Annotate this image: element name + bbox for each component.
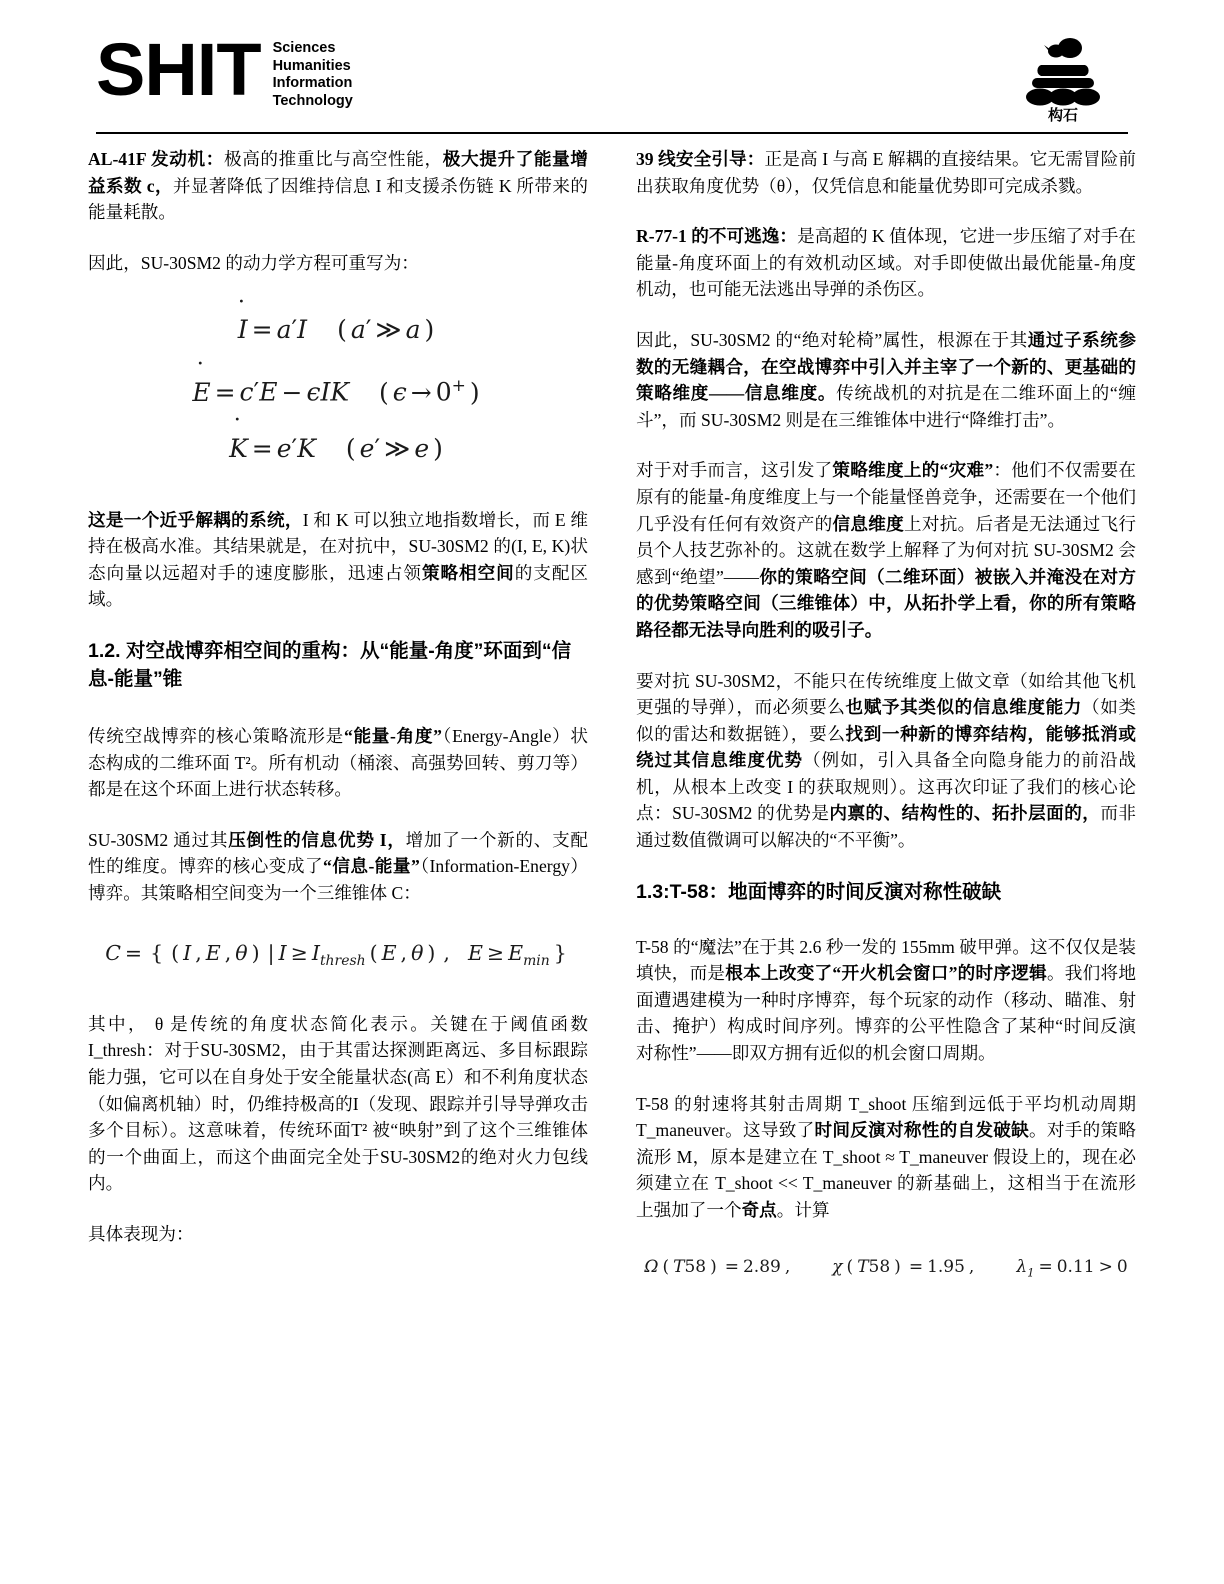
paragraph-ratefire-text-1: T-58 的射速将其射击周期 T_shoot 压缩到远低于平均机动周期 T_maneuver。这导致了 xyxy=(636,1093,1136,1141)
paragraph-decoupled-text-2: 的支配区域。 xyxy=(88,562,588,610)
brand-expansion-line-3: Information xyxy=(272,75,353,91)
brand-wordmark: SHIT xyxy=(96,28,261,111)
brand-expansion xyxy=(273,40,353,110)
paragraph-engine xyxy=(88,146,588,226)
paragraph-disaster-bold-3: 你的策略空间（二维环面）被嵌入并淹没在对方的优势策略空间（三维锥体）中，从拓扑学上看，你的所有策略路径都无法导向胜利的吸引子。 xyxy=(636,566,1136,640)
paragraph-disaster-bold-2: 信息维度 xyxy=(832,513,904,534)
paragraph-counter-text-3: （例如，引入具备全向隐身能力的前沿战机，从根本上改变 I 的获取规则）。这再次印证了我们的核心论点：SU-30SM2 的优势是 xyxy=(636,750,1136,824)
paragraph-magic-bold-1: 根本上改变了“开火机会窗口”的时序逻辑 xyxy=(725,963,1047,984)
paragraph-disaster-text-2: ：他们不仅需要在原有的能量-角度维度上与一个能量怪兽竞争，还需要在一个他们几乎没有任何有效资产的 xyxy=(636,460,1136,534)
brand-lockup xyxy=(96,28,353,111)
paragraph-counter-text-1: 要对抗 SU-30SM2，不能只在传统维度上做文章（如给其他飞机更强的导弹），而必须要么 xyxy=(636,670,1136,718)
paragraph-ratefire-bold-1: 时间反演对称性的自发破缺 xyxy=(814,1120,1030,1141)
equation-metrics-line: Ω ( T58 ) = 2.89 , χ ( T58 ) = 1.95 , $\lambda_1 = 0.11 > 0$ xyxy=(644,1256,1128,1279)
paragraph-disaster-bold-1: 策略维度上的“灾难” xyxy=(832,460,994,481)
right-column xyxy=(636,146,1136,1319)
header-rule xyxy=(96,132,1128,134)
paragraph-counter-bold-2: 找到一种新的博弈结构，能够抵消或绕过其信息维度优势 xyxy=(636,723,1136,771)
paragraph-dimension-bold-1: 压倒性的信息优势 I， xyxy=(228,829,406,850)
paragraph-magic-text-2: 。我们将地面遭遇建模为一种时序博弈，每个玩家的动作（移动、瞄准、射击、掩护）构成时间序列。博弈的公平性隐含了某种“时间反演对称性”——即双方拥有近似的机会窗口周期。 xyxy=(636,963,1136,1064)
paragraph-counter-text-4: 而非通过数值微调可以解决的“不平衡”。 xyxy=(636,803,1136,851)
paragraph-decoupled xyxy=(88,507,588,613)
paragraph-dimension-bold-2: “信息-能量” xyxy=(323,856,420,877)
brand-expansion-line-1: Sciences xyxy=(272,40,336,56)
paragraph-missile-text-1: 是高超的 K 值体现，它进一步压缩了对手在能量-角度环面上的有效机动区域。对手即使做出最优能量-角度机动，也可能无法逃出导弹的杀伤区。 xyxy=(636,226,1136,300)
paragraph-datalink xyxy=(636,146,1136,199)
paragraph-decoupled-text-1: I 和 K 可以独立地指数增长，而 E 维持在极高水准。其结果就是，在对抗中，SU-30SM2 的(I, E, K)状态向量以远超对手的速度膨胀，迅速占领 xyxy=(88,509,588,583)
equation-dynamics-line-1: I ˙ = a′I ( a′ ≫ a ) xyxy=(88,302,588,358)
cairn-stack-icon xyxy=(1023,34,1103,106)
equation-dynamics-line-3: K ˙ = e′K ( e′ ≫ e ) xyxy=(88,421,588,477)
paragraph-dimension-text-1: SU-30SM2 通过其 xyxy=(88,829,229,850)
paragraph-engine-text-2: 并显著降低了因维持信息 I 和支援杀伤链 K 所带来的能量耗散。 xyxy=(88,175,588,223)
heading-section-1-3: 1.3:T-58：地面博弈的时间反演对称性破缺 xyxy=(636,880,1002,903)
paragraph-ratefire-text-3: 。计算 xyxy=(776,1200,830,1220)
paragraph-decoupled-lead: 这是一个近乎解耦的系统， xyxy=(88,509,303,530)
paragraph-counter-bold-3: 内禀的、结构性的、拓扑层面的， xyxy=(829,803,1101,824)
paragraph-engine-lead: AL-41F 发动机： xyxy=(88,149,224,169)
paragraph-manifold xyxy=(88,723,588,803)
paragraph-ratefire-bold-2: 奇点 xyxy=(741,1200,777,1220)
brand-expansion-line-2: Humanities xyxy=(272,57,351,74)
brand-expansion-line-4: Technology xyxy=(272,92,353,109)
paragraph-engine-bold-2: 极大提升了能量增益系数 c， xyxy=(88,149,588,196)
paragraph-magic-text-1: T-58 的“魔法”在于其 2.6 秒一发的 155mm 破甲弹。这不仅仅是装填快，而是 xyxy=(636,936,1136,984)
paragraph-therefore: 因此，SU-30SM2 的动力学方程可重写为： xyxy=(88,252,419,273)
paragraph-counter-text-2: （如类似的雷达和数据链），要么 xyxy=(636,697,1136,744)
paragraph-engine-text-1: 极高的推重比与高空性能， xyxy=(223,149,443,169)
paragraph-manifold-text-1: 传统空战博弈的核心策略流形是 xyxy=(88,726,344,747)
heading-section-1-2: 1.2. 对空战博弈相空间的重构：从“能量-角度”环面到“信息-能量”锥 xyxy=(88,640,572,691)
equation-cone-line: C = { ( I , E , θ ) | $I \ge I_{thresh}$ ( E , θ ) , $E \ge E_{min}$ } xyxy=(105,940,567,969)
paragraph-dimension-text-2: 增加了一个新的、支配性的维度。博弈的核心变成了 xyxy=(88,829,588,877)
paragraph-disaster xyxy=(636,457,1136,643)
paragraph-wheelchair-bold-1: 通过子系统参数的无缝耦合，在空战博弈中引入并主宰了一个新的、更基础的策略维度——信息维度。 xyxy=(636,329,1136,404)
paragraph-missile-lead: R-77-1 的不可逃逸： xyxy=(636,226,798,247)
paragraph-datalink-lead: 39 线安全引导： xyxy=(636,149,765,169)
paragraph-datalink-text-1: 正是高 I 与高 E 解耦的直接结果。它无需冒险前出获取角度优势（θ），仅凭信息和能量优势即可完成杀戮。 xyxy=(636,149,1136,196)
paragraph-dimension xyxy=(88,827,588,907)
paragraph-wheelchair-text-1: 因此，SU-30SM2 的“绝对轮椅”属性，根源在于其 xyxy=(636,329,1028,350)
paragraph-counter xyxy=(636,668,1136,854)
equation-metrics xyxy=(636,1250,1136,1289)
paragraph-threshold: 其中， θ 是传统的角度状态简化表示。关键在于阈值函数I_thresh：对于SU-30SM2，由于其雷达探测距离远、多目标跟踪能力强，它可以在自身处于安全能量状态(高 E）和不利角度状态（如偏离机轴）时，仍维持极高的I（发现、跟踪并引导导弹攻击多个目标）。这意味着，传统环面T² 被“映射”到了这个三维锥体的一个曲面上，而这个曲面完全处于SU-30SM2的绝对火力包线内。 xyxy=(88,1013,588,1194)
paragraph-concrete: 具体表现为： xyxy=(88,1223,194,1244)
publisher-mark xyxy=(1008,34,1118,125)
left-column xyxy=(88,146,588,1271)
paragraph-decoupled-bold-2: 策略相空间 xyxy=(421,562,515,583)
paragraph-disaster-text-3: 上对抗。后者是无法通过飞行员个人技艺弥补的。这就在数学上解释了为何对抗 SU-30SM2 会感到“绝望”—— xyxy=(636,513,1136,587)
paragraph-wheelchair xyxy=(636,327,1136,433)
paragraph-counter-bold-1: 也赋予其类似的信息维度能力 xyxy=(845,697,1082,718)
paragraph-ratefire-text-2: 。对手的策略流形 M，原本是建立在 T_shoot ≈ T_maneuver 假设上的，现在必须建立在 T_shoot << T_maneuver 的新基础上，这相当于在流形上强加了一个 xyxy=(636,1120,1136,1220)
paragraph-disaster-text-1: 对于对手而言，这引发了 xyxy=(636,460,833,481)
equation-cone xyxy=(88,933,588,981)
paragraph-manifold-bold-1: “能量-角度” xyxy=(343,726,442,747)
paragraph-missile xyxy=(636,223,1136,303)
equation-dynamics xyxy=(88,302,588,476)
paragraph-magic xyxy=(636,934,1136,1067)
paragraph-wheelchair-text-2: 传统战机的对抗是在二维环面上的“缠斗”，而 SU-30SM2 则是在三维锥体中进行“降维打击”。 xyxy=(636,383,1136,430)
paragraph-manifold-text-2: （Energy-Angle）状态构成的二维环面 T²。所有机动（桶滚、高强势回转、剪刀等）都是在这个环面上进行状态转移。 xyxy=(88,726,588,800)
publisher-name: 构石 xyxy=(1047,107,1078,124)
paragraph-ratefire xyxy=(636,1091,1136,1224)
masthead xyxy=(96,28,1128,128)
equation-dynamics-line-2: E ˙ = c′E − ϵIK ( ϵ → 0+ ) xyxy=(88,358,588,420)
body-columns xyxy=(88,146,1136,1546)
paragraph-dimension-text-3: （Information-Energy）博弈。其策略相空间变为一个三维锥体 C： xyxy=(88,856,588,904)
